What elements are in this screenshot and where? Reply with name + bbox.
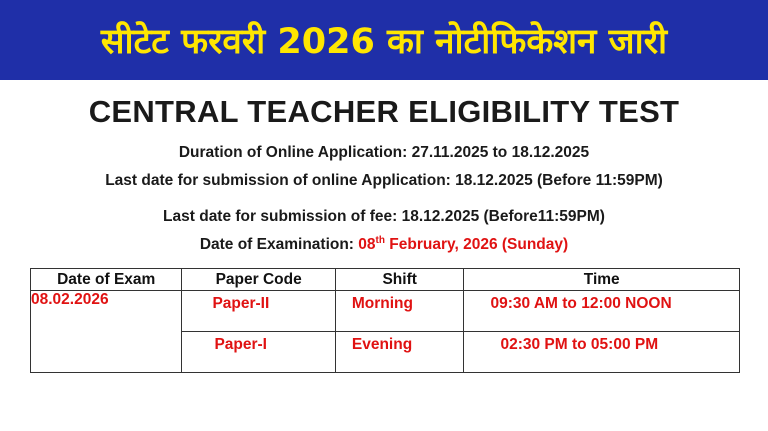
header-banner bbox=[0, 0, 768, 80]
shift-cell bbox=[335, 291, 464, 332]
banner-title: सीटेट फरवरी 2026 का नोटीफिकेशन जारी bbox=[100, 21, 668, 62]
exam-date-line bbox=[0, 236, 768, 254]
header-time: Time bbox=[464, 269, 740, 291]
exam-date-cell: 08.02.2026 bbox=[31, 291, 182, 373]
exam-date-value bbox=[358, 236, 568, 253]
page-title: CENTRAL TEACHER ELIGIBILITY TEST bbox=[88, 94, 680, 129]
exam-date-rest: February, 2026 (Sunday) bbox=[384, 236, 569, 253]
paper-code: Paper-I bbox=[214, 336, 267, 353]
paper-code: Paper-II bbox=[212, 295, 270, 312]
time-range: 02:30 PM to 05:00 PM bbox=[500, 336, 659, 353]
exam-date-suffix: th bbox=[375, 234, 385, 246]
header-date: Date of Exam bbox=[31, 269, 182, 291]
exam-date-label: Date of Examination: bbox=[199, 236, 359, 253]
shift-cell bbox=[335, 332, 464, 373]
shift-name: Morning bbox=[351, 295, 413, 312]
header-paper-code: Paper Code bbox=[182, 269, 335, 291]
time-cell bbox=[464, 291, 740, 332]
paper-cell bbox=[182, 332, 335, 373]
time-range: 09:30 AM to 12:00 NOON bbox=[490, 295, 672, 312]
table-row bbox=[31, 291, 740, 332]
exam-date-day: 08 bbox=[358, 236, 376, 253]
table-header-row bbox=[31, 269, 740, 291]
paper-cell bbox=[182, 291, 335, 332]
last-date-application: Last date for submission of online Application: 18.12.2025 (Before 11:59PM) bbox=[105, 172, 663, 189]
application-duration: Duration of Online Application: 27.11.2025 to 18.12.2025 bbox=[178, 144, 590, 161]
last-date-fee: Last date for submission of fee: 18.12.2025 (Before11:59PM) bbox=[163, 208, 605, 225]
time-cell bbox=[464, 332, 740, 373]
exam-schedule-table bbox=[30, 268, 740, 373]
header-shift: Shift bbox=[335, 269, 464, 291]
shift-name: Evening bbox=[351, 336, 413, 353]
